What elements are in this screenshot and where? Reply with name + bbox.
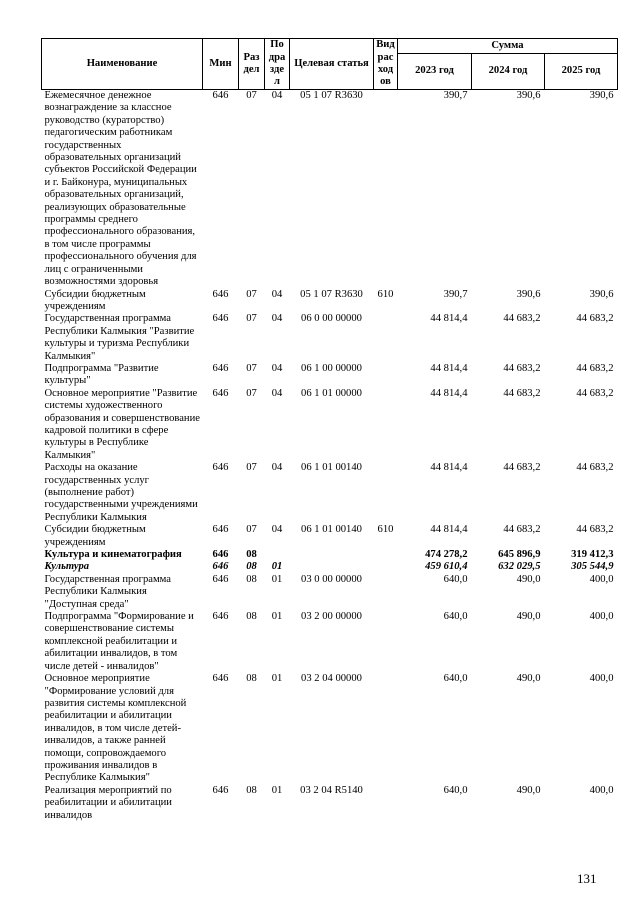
header-year-2025: 2025 год <box>545 54 618 90</box>
cell-razdel: 07 <box>246 288 257 300</box>
cell-podrazdel: 01 <box>271 673 283 685</box>
table-row <box>42 524 618 549</box>
cell-celevaya-statya: 05 1 07 R3630 <box>300 90 363 101</box>
cell-celevaya-statya: 06 1 01 00140 <box>301 462 362 474</box>
cell-name: Основное мероприятие "Формирование условий для развития системы комплексной реабилитации и абилитации инвалидов, в том числе детей-инвалидов, а также ранней помощи, сопровождаемого проживания инвалидов в Республике Калмыкия" <box>44 673 187 784</box>
cell-vid-rashodov <box>374 574 398 611</box>
cell-razdel: 07 <box>246 524 257 536</box>
cell-name: Государственная программа Республики Калмыкия "Доступная среда" <box>44 573 172 610</box>
cell-razdel: 08 <box>246 573 257 585</box>
cell-sum-2023: 390,7 <box>443 90 468 101</box>
cell-podrazdel: 01 <box>271 611 283 623</box>
cell-podrazdel: 04 <box>271 462 283 474</box>
cell-razdel: 08 <box>246 549 257 561</box>
cell-sum-2025: 44 683,2 <box>576 462 614 474</box>
cell-name: Государственная программа Республики Калмыкия "Развитие культуры и туризма Республики Калмыкия" <box>44 313 195 362</box>
cell-podrazdel: 04 <box>271 362 283 374</box>
table-row <box>42 313 618 363</box>
cell-sum-2024: 490,0 <box>516 611 541 623</box>
cell-min: 646 <box>212 784 229 796</box>
table-row <box>42 363 618 388</box>
cell-celevaya-statya: 06 1 00 00000 <box>301 362 362 374</box>
header-year-2023: 2023 год <box>398 54 472 90</box>
table-row <box>42 549 618 561</box>
cell-sum-2024: 645 896,9 <box>498 549 541 561</box>
cell-sum-2025: 390,6 <box>589 90 614 101</box>
cell-vid-rashodov <box>374 388 398 462</box>
header-celevaya-statya: Целевая статья <box>290 39 374 90</box>
cell-sum-2025: 400,0 <box>589 673 614 685</box>
cell-sum-2023: 44 814,4 <box>430 524 468 536</box>
cell-razdel: 07 <box>246 387 257 399</box>
table-row <box>42 673 618 785</box>
cell-vid-rashodov <box>374 313 398 363</box>
table-row <box>42 90 618 289</box>
cell-sum-2025: 44 683,2 <box>576 524 614 536</box>
cell-min: 646 <box>212 462 229 474</box>
cell-min: 646 <box>212 288 229 300</box>
cell-sum-2025: 390,6 <box>589 288 614 300</box>
cell-sum-2023: 44 814,4 <box>430 462 468 474</box>
table-row <box>42 611 618 673</box>
cell-vid-rashodov <box>374 462 398 524</box>
cell-min: 646 <box>212 387 229 399</box>
table-row <box>42 785 618 822</box>
cell-podrazdel: 01 <box>271 573 283 585</box>
cell-min: 646 <box>212 673 229 685</box>
page-number: 131 <box>577 871 597 886</box>
cell-celevaya-statya: 03 0 00 00000 <box>301 573 362 585</box>
cell-name: Культура <box>44 561 90 573</box>
cell-min: 646 <box>212 524 229 536</box>
cell-podrazdel: 01 <box>271 784 283 796</box>
header-razdel: Раз дел <box>239 39 265 90</box>
cell-name: Подпрограмма "Формирование и совершенствование системы комплексной реабилитации и абилитации инвалидов, в том числе детей - инвалидов" <box>44 611 194 672</box>
cell-sum-2023: 640,0 <box>443 673 468 685</box>
cell-sum-2023: 44 814,4 <box>430 387 468 399</box>
cell-sum-2024: 490,0 <box>516 573 541 585</box>
cell-min: 646 <box>212 611 229 623</box>
cell-celevaya-statya <box>290 549 374 561</box>
cell-razdel: 08 <box>246 611 257 623</box>
cell-sum-2024: 44 683,2 <box>503 524 541 536</box>
header-year-2024: 2024 год <box>472 54 545 90</box>
cell-vid-rashodov: 610 <box>377 288 394 300</box>
cell-podrazdel: 04 <box>271 387 283 399</box>
cell-name: Субсидии бюджетным учреждениям <box>44 524 146 548</box>
cell-sum-2024: 44 683,2 <box>503 313 541 325</box>
cell-name: Реализация мероприятий по реабилитации и абилитации инвалидов <box>44 784 172 821</box>
cell-sum-2025: 319 412,3 <box>571 549 614 561</box>
cell-vid-rashodov <box>374 673 398 785</box>
cell-min: 646 <box>212 313 229 325</box>
table-row <box>42 574 618 611</box>
cell-sum-2025: 44 683,2 <box>576 387 614 399</box>
cell-sum-2024: 390,6 <box>516 288 541 300</box>
cell-sum-2024: 390,6 <box>516 90 541 101</box>
cell-sum-2023: 459 610,4 <box>425 561 468 573</box>
cell-sum-2023: 44 814,4 <box>430 313 468 325</box>
cell-vid-rashodov <box>374 561 398 573</box>
cell-razdel: 08 <box>246 673 257 685</box>
cell-sum-2023: 640,0 <box>443 573 468 585</box>
table-row <box>42 462 618 524</box>
cell-podrazdel: 04 <box>271 524 283 536</box>
cell-sum-2024: 490,0 <box>516 673 541 685</box>
cell-sum-2024: 632 029,5 <box>498 561 541 573</box>
table-row <box>42 289 618 314</box>
cell-sum-2025: 400,0 <box>589 611 614 623</box>
cell-razdel: 07 <box>246 462 257 474</box>
cell-sum-2024: 44 683,2 <box>503 387 541 399</box>
cell-celevaya-statya <box>290 561 374 573</box>
cell-podrazdel: 04 <box>271 90 283 101</box>
cell-sum-2023: 44 814,4 <box>430 362 468 374</box>
cell-sum-2024: 44 683,2 <box>503 462 541 474</box>
cell-min: 646 <box>212 549 229 561</box>
cell-podrazdel: 04 <box>271 313 283 325</box>
cell-sum-2024: 44 683,2 <box>503 362 541 374</box>
cell-sum-2023: 390,7 <box>443 288 468 300</box>
cell-min: 646 <box>212 561 229 573</box>
cell-vid-rashodov: 610 <box>377 524 394 536</box>
table-row <box>42 388 618 462</box>
cell-name: Субсидии бюджетным учреждениям <box>44 288 146 312</box>
cell-sum-2025: 400,0 <box>589 784 614 796</box>
cell-min: 646 <box>212 362 229 374</box>
budget-table <box>41 38 618 822</box>
cell-name: Ежемесячное денежное вознаграждение за классное руководство (кураторство) педагогическим работникам государственных образовательных организаций субъектов Российской Федерации и г. Байконура, муниципальных образовательных организаций, реализующих образовательные программы среднего профессионального образования, в том числе программы профессионального обучения для лиц с ограниченными возможностями здоровья <box>44 90 197 288</box>
cell-min: 646 <box>212 90 229 101</box>
cell-sum-2023: 474 278,2 <box>425 549 468 561</box>
cell-name: Подпрограмма "Развитие культуры" <box>44 362 159 387</box>
cell-sum-2025: 44 683,2 <box>576 362 614 374</box>
cell-vid-rashodov <box>374 549 398 561</box>
table-body <box>42 90 618 822</box>
cell-celevaya-statya: 06 1 01 00000 <box>301 387 362 399</box>
cell-sum-2025: 400,0 <box>589 573 614 585</box>
header-vid-rashodov: Вид рас ход ов <box>374 39 398 90</box>
cell-podrazdel <box>265 549 290 561</box>
cell-vid-rashodov <box>374 90 398 289</box>
cell-razdel: 07 <box>246 313 257 325</box>
cell-celevaya-statya: 06 0 00 00000 <box>301 313 362 325</box>
cell-vid-rashodov <box>374 611 398 673</box>
cell-razdel: 08 <box>246 561 257 573</box>
cell-vid-rashodov <box>374 363 398 388</box>
cell-podrazdel: 04 <box>271 288 283 300</box>
cell-min: 646 <box>212 573 229 585</box>
cell-celevaya-statya: 03 2 04 R5140 <box>300 784 363 796</box>
cell-razdel: 08 <box>246 784 257 796</box>
cell-name: Культура и кинематография <box>44 549 182 561</box>
header-podrazdel: По дра зде л <box>265 39 290 90</box>
cell-sum-2023: 640,0 <box>443 784 468 796</box>
cell-sum-2025: 305 544,9 <box>571 561 614 573</box>
table-row <box>42 561 618 573</box>
cell-podrazdel: 01 <box>271 561 283 573</box>
cell-sum-2025: 44 683,2 <box>576 313 614 325</box>
header-summa: Сумма <box>398 39 618 54</box>
cell-razdel: 07 <box>246 362 257 374</box>
header-name: Наименование <box>42 39 203 90</box>
cell-celevaya-statya: 06 1 01 00140 <box>301 524 362 536</box>
cell-sum-2024: 490,0 <box>516 784 541 796</box>
cell-celevaya-statya: 05 1 07 R3630 <box>300 288 363 300</box>
cell-sum-2023: 640,0 <box>443 611 468 623</box>
cell-vid-rashodov <box>374 785 398 822</box>
cell-name: Расходы на оказание государственных услуг (выполнение работ) государственными учреждениями Республики Калмыкия <box>44 462 198 523</box>
cell-razdel: 07 <box>246 90 257 101</box>
cell-name: Основное мероприятие "Развитие системы художественного образования и совершенствование кадровой политики в сфере культуры в Республике Калмыкия" <box>44 387 200 461</box>
header-min: Мин <box>203 39 239 90</box>
cell-celevaya-statya: 03 2 00 00000 <box>301 611 362 623</box>
cell-celevaya-statya: 03 2 04 00000 <box>301 673 362 685</box>
